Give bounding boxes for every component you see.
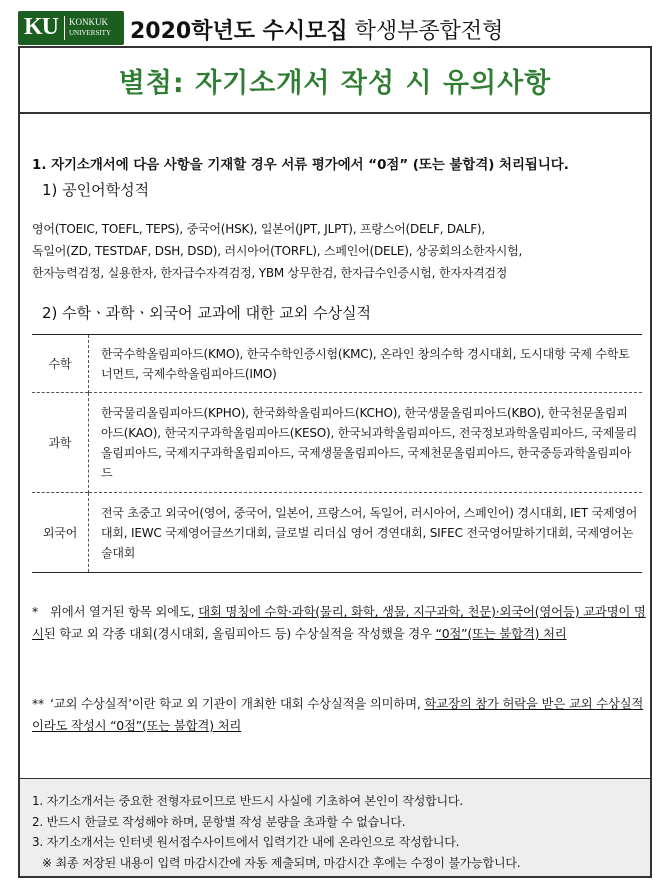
note1-underlined-a: 대회 명칭에 수학·과학(물리, 화학, 생물, 지구과학, 천문)·외국어(영어등) 교과명이 명시 [32, 604, 646, 641]
header-title-type: 학생부종합전형 [354, 19, 504, 44]
language-test-line: 독일어(ZD, TESTDAF, DSH, DSD), 러시아어(TORFL), 스페인어(DELE), 상공회의소한자시험, [32, 244, 523, 258]
logo-divider [64, 16, 65, 40]
footer-notice-box [20, 778, 650, 876]
note-double-asterisk [32, 693, 646, 737]
awards-cell: 한국물리올림피아드(KPHO), 한국화학올림피아드(KCHO), 한국생물올림피아드(KBO), 한국천문올림피아드(KAO), 한국지구과학올림피아드(KESO), 한국뇌과학올림피아드, 전국정보과학올림피아드, 국제물리올림피아드, 국제지구과학올림피아드, 국제생물올림피아드, 국제천문올림피아드, 한국중등과학올림피아드 [89, 393, 643, 493]
logo-konkuk-text: KONKUK [69, 17, 108, 27]
title-bar [20, 48, 650, 114]
note1-text-b: 된 학교 외 각종 대회(경시대회, 올림피아드 등) 수상실적을 작성했을 경우 [43, 626, 436, 641]
header-title-year: 2020학년도 수시모집 [130, 19, 348, 44]
note2-marker: ** [32, 696, 44, 711]
subject-cell: 수학 [32, 335, 89, 393]
note1-underlined-b: “0점”(또는 불합격) 처리 [435, 626, 567, 641]
table-row [32, 335, 642, 393]
section1-awards-subheading: 2) 수학ㆍ과학ㆍ외국어 교과에 대한 교외 수상실적 [42, 304, 372, 322]
awards-cell: 한국수학올림피아드(KMO), 한국수학인증시험(KMC), 온라인 창의수학 경시대회, 도시대항 국제 수학토너먼트, 국제수학올림피아드(IMO) [89, 335, 643, 393]
note1-text-a: 위에서 열거된 항목 외에도, [50, 604, 199, 619]
section1-heading: 1. 자기소개서에 다음 사항을 기재할 경우 서류 평가에서 “0점” (또는 불합격) 처리됩니다. [32, 158, 569, 173]
language-test-line: 한자능력검정, 실용한자, 한자급수자격검정, YBM 상무한검, 한자급수인증시험, 한자자격검정 [32, 266, 508, 280]
language-test-list [32, 218, 642, 284]
note-single-asterisk [32, 601, 646, 645]
footer-line: 3. 자기소개서는 인터넷 원서접수사이트에서 입력기간 내에 온라인으로 작성합니다. [32, 835, 460, 849]
footer-line: 2. 반드시 한글로 작성해야 하며, 문항별 작성 분량을 초과할 수 없습니다. [32, 814, 406, 829]
logo-university-text: UNIVERSITY [69, 29, 111, 37]
footer-line: 1. 자기소개서는 중요한 전형자료이므로 반드시 사실에 기초하여 본인이 작성합니다. [32, 794, 463, 808]
document-header [18, 8, 652, 46]
logo-ku-text: KU [24, 14, 58, 40]
language-test-line: 영어(TOEIC, TOEFL, TEPS), 중국어(HSK), 일본어(JPT, JLPT), 프랑스어(DELF, DALF), [32, 222, 486, 236]
section1-language-subheading: 1) 공인어학성적 [42, 181, 150, 199]
awards-table [32, 334, 642, 573]
subject-cell: 과학 [32, 393, 89, 493]
header-title [130, 14, 503, 45]
awards-cell: 전국 초중고 외국어(영어, 중국어, 일본어, 프랑스어, 독일어, 러시아어, 스페인어) 경시대회, IET 국제영어대회, IEWC 국제영어글쓰기대회, 글로벌 리더십 영어 경연대회, SIFEC 전국영어말하기대회, 국제영어논술대회 [89, 493, 643, 573]
footer-line: ※ 최종 저장된 내용이 입력 마감시간에 자동 제출되며, 마감시간 후에는 수정이 불가능합니다. [42, 855, 521, 870]
table-row [32, 493, 642, 573]
note2-underlined: 학교장의 참가 허락을 받은 교외 수상실적이라도 작성시 “0점”(또는 불합격) 처리 [32, 696, 644, 733]
note2-text-a: ‘교외 수상실적’이란 학교 외 기관이 개최한 대회 수상실적을 의미하며, [50, 696, 425, 711]
document-frame [18, 46, 652, 878]
page-title: 별첨: 자기소개서 작성 시 유의사항 [118, 68, 552, 99]
table-row [32, 393, 642, 493]
subject-cell: 외국어 [32, 493, 89, 573]
note1-marker: * [32, 604, 38, 619]
konkuk-logo [18, 11, 124, 45]
